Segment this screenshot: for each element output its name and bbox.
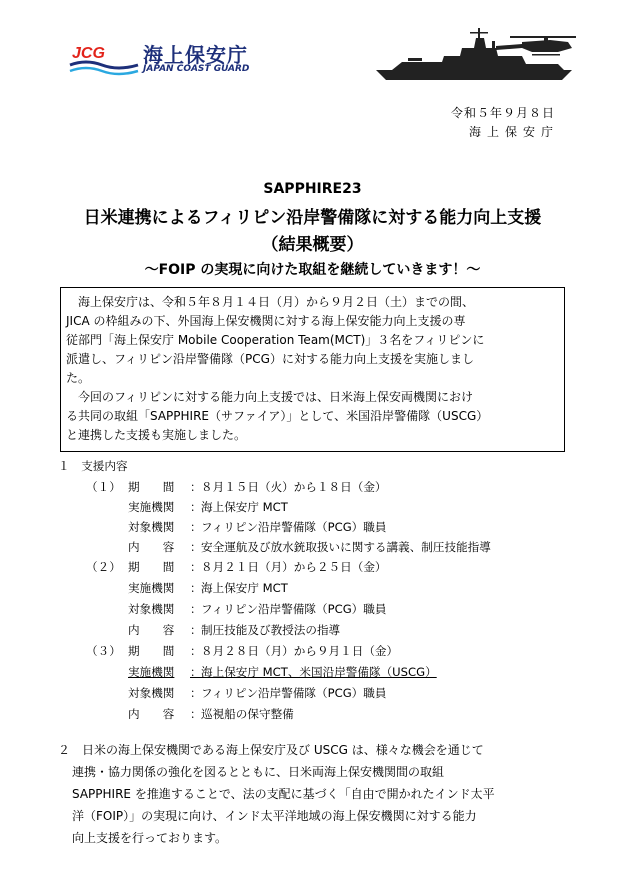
section-1-heading: １ 支援内容 [58, 459, 128, 473]
item-number: （１） [86, 480, 121, 494]
summary-line: と連携した支援も実施しました。 [66, 428, 247, 442]
impl-label: 実施機関 [128, 665, 175, 679]
target-value: フィリピン沿岸警備隊（PCG）職員 [201, 686, 387, 700]
period-value: ８月２１日（月）から２５日（金） [201, 560, 387, 574]
section-2-line: 洋（FOIP）」の実現に向け、インド太平洋地域の海上保安機関に対する能力 [72, 809, 477, 823]
content-label: 内 容 [128, 540, 175, 554]
target-value: フィリピン沿岸警備隊（PCG）職員 [201, 602, 387, 616]
target-value: フィリピン沿岸警備隊（PCG）職員 [201, 520, 387, 534]
logo-name-ja: 海上保安庁 [143, 43, 248, 67]
period-label: 期 間 [128, 560, 175, 574]
content-value: 制圧技能及び教授法の指導 [201, 623, 341, 637]
page-title: 日米連携によるフィリピン沿岸警備隊に対する能力向上支援 [83, 208, 542, 228]
summary-line: 派遣し、フィリピン沿岸警備隊（PCG）に対する能力向上支援を実施しまし [66, 352, 474, 366]
impl-value: 海上保安庁 MCT、米国沿岸警備隊（USCG） [201, 665, 437, 679]
issue-date: 令和５年９月８日 [450, 106, 555, 120]
impl-label: 実施機関 [128, 581, 175, 595]
section-2-line: ２ 日米の海上保安機関である海上保安庁及び USCG は、様々な機会を通じて [58, 743, 484, 757]
content-value: 巡視船の保守整備 [201, 707, 294, 721]
content-label: 内 容 [128, 707, 175, 721]
patrol-ship-helicopter-icon [372, 24, 580, 82]
issuer: 海上保安庁 [468, 125, 559, 139]
impl-label: 実施機関 [128, 500, 175, 514]
impl-value: 海上保安庁 MCT [201, 581, 288, 595]
period-label: 期 間 [128, 480, 175, 494]
svg-text:JCG: JCG [72, 45, 105, 62]
summary-line: る共同の取組「SAPPHIRE（サファイア）」として、米国沿岸警備隊（USCG） [66, 409, 489, 423]
target-label: 対象機関 [128, 686, 175, 700]
period-value: ８月１５日（火）から１８日（金） [201, 480, 387, 494]
section-2-line: 向上支援を行っております。 [72, 831, 228, 845]
summary-line: 今回のフィリピンに対する能力向上支援では、日米海上保安両機関におけ [66, 390, 474, 404]
content-label: 内 容 [128, 623, 175, 637]
logo-name-en: JAPAN COAST GUARD [143, 64, 250, 74]
target-label: 対象機関 [128, 602, 175, 616]
period-label: 期 間 [128, 644, 175, 658]
page-subtitle: （結果概要） [261, 235, 364, 255]
title-code: SAPPHIRE23 [263, 181, 362, 197]
impl-value: 海上保安庁 MCT [201, 500, 288, 514]
summary-line: た。 [66, 371, 91, 385]
jcg-logo [68, 42, 140, 78]
item-number: （３） [86, 644, 121, 658]
summary-line: 従部門「海上保安庁 Mobile Cooperation Team(MCT)」３名をフィリピンに [66, 333, 485, 347]
summary-line: JICA の枠組みの下、外国海上保安機関に対する海上保安能力向上支援の専 [66, 314, 466, 328]
item-number: （２） [86, 560, 121, 574]
slogan: ～FOIP の実現に向けた取組を継続していきます！～ [144, 262, 481, 278]
period-value: ８月２８日（月）から９月１日（金） [201, 644, 399, 658]
content-value: 安全運航及び放水銃取扱いに関する講義、制圧技能指導 [201, 540, 491, 554]
section-2-line: 連携・協力関係の強化を図るとともに、日米両海上保安機関間の取組 [72, 765, 445, 779]
target-label: 対象機関 [128, 520, 175, 534]
section-2-line: SAPPHIRE を推進することで、法の支配に基づく「自由で開かれたインド太平 [72, 787, 495, 801]
summary-line: 海上保安庁は、令和５年８月１４日（月）から９月２日（土）までの間、 [66, 295, 475, 309]
